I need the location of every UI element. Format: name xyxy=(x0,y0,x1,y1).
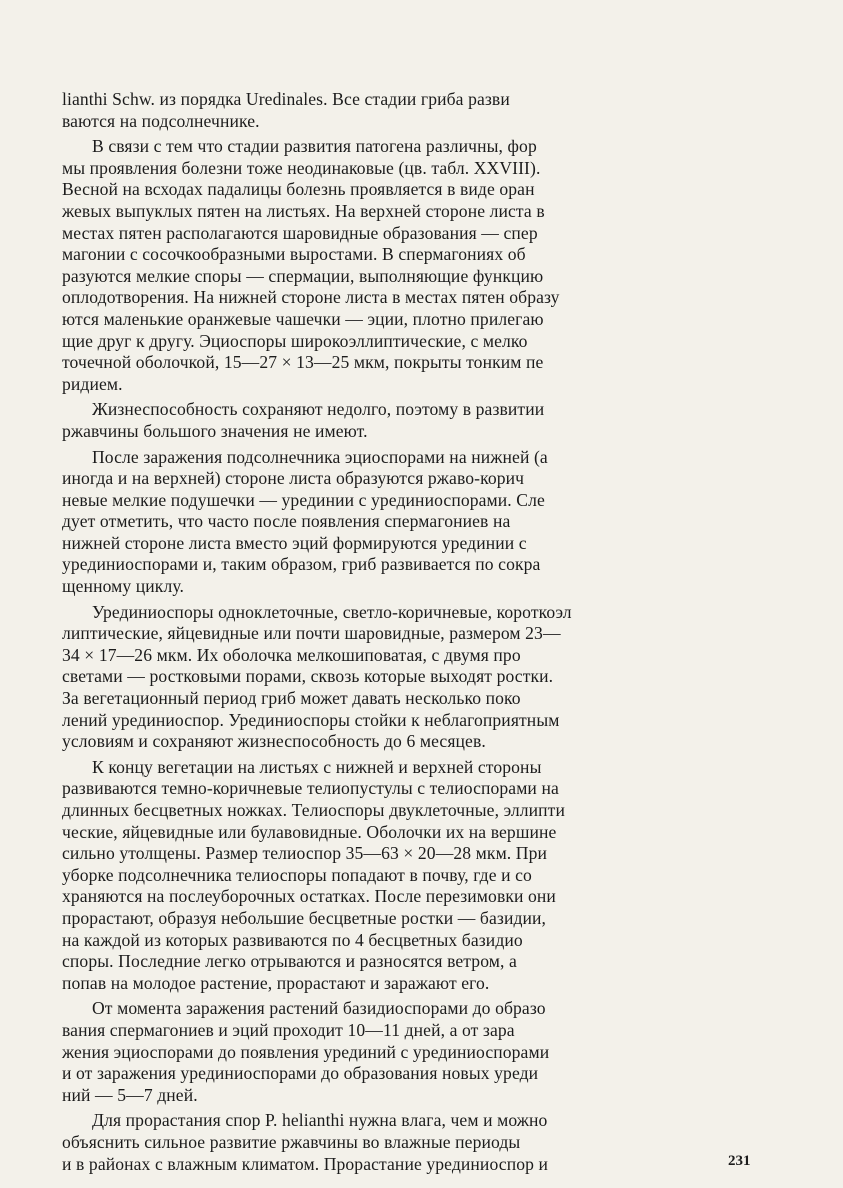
paragraph-1: lianthi Schw. из порядка Uredinales. Все стадии гриба разви ваются на подсолнечнике. xyxy=(62,89,510,131)
paragraph-2: В связи с тем что стадии развития патогена различны, фор мы проявления болезни тоже неодинаковые (цв. табл. XXVIII). Весной на всходах падалицы болезнь проявляется в виде оран жевых выпуклых пятен на листьях. На верхней стороне листа в местах пятен располагаются шаровидные образования — спер магонии с сосочкообразными выростами. В спермагониях об разуются мелкие споры — спермации, выполняющие функцию оплодотворения. На нижней стороне листа в местах пятен образу ются маленькие оранжевые чашечки — эции, плотно прилегаю щие друг к другу. Эциоспоры широкоэллиптические, с мелко точечной оболочкой, 15—27 × 13—25 мкм, покрыты тонким пе ридием. xyxy=(62,136,560,394)
paragraph-6: К концу вегетации на листьях с нижней и верхней стороны развиваются темно-коричневые телиопустулы с телиоспорами на длинных бесцветных ножках. Телиоспоры двуклеточные, эллипти ческие, яйцевидные или булавовидные. Оболочки их на вершине сильно утолщены. Размер телиоспор 35—63 × 20—28 мкм. При уборке подсолнечника телиоспоры попадают в почву, где и со храняются на послеуборочных остатках. После перезимовки они прорастают, образуя небольшие бесцветные ростки — базидии, на каждой из которых развиваются по 4 бесцветных базидио споры. Последние легко отрываются и разносятся ветром, а попав на молодое растение, прорастают и заражают его. xyxy=(62,756,565,993)
paragraph-3: Жизнеспособность сохраняют недолго, поэтому в развитии ржавчины большого значения не имеют. xyxy=(62,399,545,441)
paragraph-5: Урединиоспоры одноклеточные, светло-коричневые, короткоэл липтические, яйцевидные или почти шаровидные, размером 23— 34 × 17—26 мкм. Их оболочка мелкошиповатая, с двумя про светами — ростковыми порами, сквозь которые выходят ростки. За вегетационный период гриб может давать несколько поко лений урединиоспор. Урединиоспоры стойки к неблагоприятным условиям и сохраняют жизнеспособность до 6 месяцев. xyxy=(62,601,572,752)
paragraph-8: Для прорастания спор P. helianthi нужна влага, чем и можно объяснить сильное развитие ржавчины во влажные периоды и в районах с влажным климатом. Прорастание урединиоспор и xyxy=(62,1110,549,1174)
page-number: 231 xyxy=(728,1153,751,1169)
paragraph-7: От момента заражения растений базидиоспорами до образо вания спермагониев и эций проходит 10—11 дней, а от зара жения эциоспорами до появления урединий с урединиоспорами и от заражения урединиоспорами до образования новых уреди ний — 5—7 дней. xyxy=(62,998,550,1105)
body-text xyxy=(62,89,752,1179)
paragraph-4: После заражения подсолнечника эциоспорами на нижней (а иногда и на верхней) стороне листа образуются ржаво-корич невые мелкие подушечки — урединии с урединиоспорами. Сле дует отметить, что часто после появления спермагониев на нижней стороне листа вместо эций формируются урединии с урединиоспорами и, таким образом, гриб развивается по сокра щенному циклу. xyxy=(62,446,548,597)
